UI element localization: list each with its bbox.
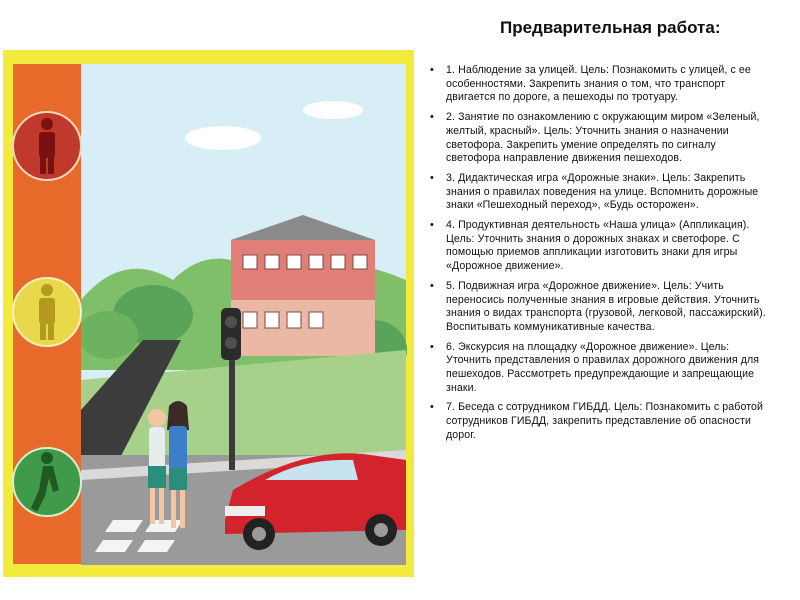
list-item-text: 3. Дидактическая игра «Дорожные знаки». Цель: Закрепить знания о правилах поведения на улице. Вспомнить дорожные знаки «Пешеходный переход», «Будь осторожен».	[446, 171, 759, 212]
slide-title: Предварительная работа:	[500, 18, 721, 37]
traffic-light-bottom	[225, 337, 237, 349]
list-item	[430, 111, 770, 166]
list-item	[430, 341, 770, 396]
preliminary-work-list	[430, 64, 770, 449]
bullet-icon: •	[430, 279, 434, 292]
list-item-text: 5. Подвижная игра «Дорожное движение». Цель: Учить переносись полученные знания в игровые действия. Уточнить знания о видах транспорта (грузовой, легковой, пассажирский). Воспитывать коммуникативные качества.	[446, 279, 766, 333]
list-item-text: 2. Занятие по ознакомлению с окружающим миром «Зеленый, желтый, красный». Цель: Уточнить знания о назначении светофора. Закрепить умение определять по сигналу светофора направление движения пешеходов.	[446, 111, 760, 165]
list-item	[430, 219, 770, 274]
bullet-icon: •	[430, 171, 434, 184]
cloud	[185, 126, 261, 150]
building-upper	[231, 240, 375, 300]
traffic-light-pole	[229, 350, 235, 470]
bullet-icon: •	[430, 401, 434, 414]
bullet-icon: •	[430, 64, 434, 76]
list-item-text: 1. Наблюдение за улицей. Цель: Познакомить с улицей, с ее особенностями. Закрепить знания о том, что транспорт двигается по дороге, а пешеходы по тротуару.	[446, 64, 751, 104]
yellow-signal	[13, 278, 81, 346]
traffic-light-body	[221, 308, 241, 360]
list-item-text: 7. Беседа с сотрудником ГИБДД. Цель: Познакомить с работой сотрудников ГИБДД, закрепить представление об опасности дорог.	[446, 401, 764, 441]
traffic-poster-illustration	[3, 50, 414, 577]
list-item-text: 4. Продуктивная деятельность «Наша улица» (Аппликация). Цель: Уточнить знания о дорожных знаках и светофоре. С помощью приемов аппликации изготовить знаки для игры «Дорожное движение».	[446, 219, 750, 273]
green-signal	[13, 448, 81, 516]
cloud	[303, 101, 363, 119]
list-item	[430, 172, 770, 213]
list-item	[430, 280, 770, 335]
bullet-icon: •	[430, 219, 434, 232]
list-item	[430, 401, 770, 442]
bullet-icon: •	[430, 340, 434, 353]
tree	[78, 311, 138, 359]
bullet-icon: •	[430, 111, 434, 124]
list-item-text: 6. Экскурсия на площадку «Дорожное движение». Цель: Уточнить представления о правилах дорожного движения для пешеходов. Рассмотреть предупреждающие и запрещающие знаки.	[446, 340, 760, 394]
traffic-light-top	[225, 316, 237, 328]
red-signal	[13, 112, 81, 180]
list-item	[430, 64, 770, 105]
